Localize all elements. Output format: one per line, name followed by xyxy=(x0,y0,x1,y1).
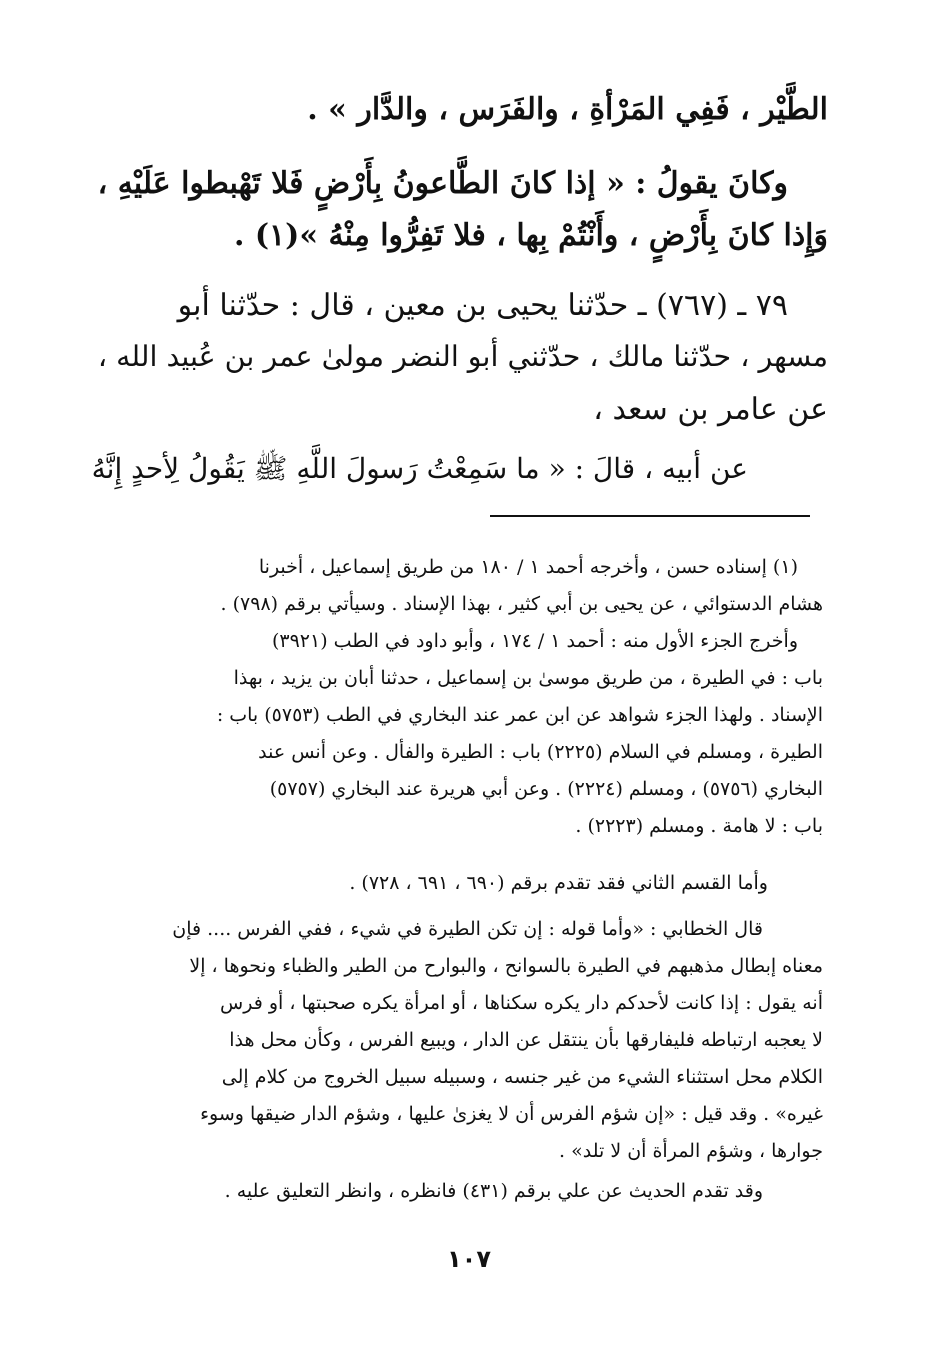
footnote-line-16: جوارها ، وشؤم المرأة أن لا تلد» . xyxy=(559,1140,823,1162)
main-text-line-4: ٧٩ ـ (٧٦٧) ـ حدّثنا يحيى بن معين ، قال : حدّثنا أبو xyxy=(177,288,788,323)
footnote-line-12: أنه يقول : إذا كانت لأحدكم دار يكره سكناها ، أو امرأة يكره صحبتها ، أو فرس xyxy=(220,992,823,1014)
main-text-line-2: وكانَ يقولُ : « إذا كانَ الطَّاعونُ بِأَرْضٍ فَلا تَهْبطوا عَلَيْهِ ، xyxy=(97,166,788,201)
footnote-separator xyxy=(490,515,810,517)
footnote-line-8: باب : لا هامة . ومسلم (٢٢٢٣) . xyxy=(575,815,823,837)
footnote-line-4: باب : في الطيرة ، من طريق موسىٰ بن إسماعيل ، حدثنا أبان بن يزيد ، بهذا xyxy=(233,667,823,689)
page-number: ١٠٧ xyxy=(447,1245,491,1273)
main-text-line-7: عن أبيه ، قالَ : « ما سَمِعْتُ رَسولَ اللَّهِ ﷺ يَقُولُ لِأحدٍ إِنَّهُ xyxy=(91,452,748,485)
footnote-line-11: معناه إبطال مذهبهم في الطيرة بالسوانح ، والبوارح من الطير والظباء ونحوها ، إلا xyxy=(189,955,823,977)
footnote-line-17: وقد تقدم الحديث عن علي برقم (٤٣١) فانظره ، وانظر التعليق عليه . xyxy=(224,1180,763,1202)
footnote-line-14: الكلام محل استثناء الشيء من غير جنسه ، وسبيله سبيل الخروج من كلام إلى xyxy=(221,1066,823,1088)
footnote-line-7: البخاري (٥٧٥٦) ، ومسلم (٢٢٢٤) . وعن أبي هريرة عند البخاري (٥٧٥٧) xyxy=(269,778,823,800)
main-text-line-3: وَإِذا كانَ بِأَرْضٍ ، وأَنْتُمْ بِها ، فلا تَفِرُّوا مِنْهُ »(١) . xyxy=(233,218,828,253)
footnote-line-1: (١) إسناده حسن ، وأخرجه أحمد ١ / ١٨٠ من طريق إسماعيل ، أخبرنا xyxy=(258,556,798,578)
footnote-line-9: وأما القسم الثاني فقد تقدم برقم (٦٩٠ ، ٦٩١ ، ٧٢٨) . xyxy=(349,872,768,894)
footnote-line-10: قال الخطابي : «وأما قوله : إن تكن الطيرة في شيء ، ففي الفرس .... فإن xyxy=(172,918,763,940)
main-text-line-6: عن عامر بن سعد ، xyxy=(593,392,828,427)
footnote-line-3: وأخرج الجزء الأول منه : أحمد ١ / ١٧٤ ، وأبو داود في الطب (٣٩٢١) xyxy=(271,630,798,652)
footnote-line-15: غيره» . وقد قيل : «إن شؤم الفرس أن لا يغزىٰ عليها ، وشؤم الدار ضيقها وسوء xyxy=(200,1103,823,1125)
footnote-line-5: الإسناد . ولهذا الجزء شواهد عن ابن عمر عند البخاري في الطب (٥٧٥٣) باب : xyxy=(216,704,823,726)
main-text-line-1: الطَّيْر ، فَفِي المَرْأةِ ، والفَرَس ، والدَّار » . xyxy=(307,92,828,127)
main-text-line-5: مسهر ، حدّثنا مالك ، حدّثني أبو النضر مولىٰ عمر بن عُبيد الله ، xyxy=(97,340,828,373)
footnote-line-6: الطيرة ، ومسلم في السلام (٢٢٢٥) باب : الطيرة والفأل . وعن أنس عند xyxy=(258,741,823,763)
footnote-line-13: لا يعجبه ارتباطه فليفارقها بأن ينتقل عن الدار ، ويبيع الفرس ، وكأن محل هذا xyxy=(229,1029,823,1051)
footnote-line-2: هشام الدستوائي ، عن يحيى بن أبي كثير ، بهذا الإسناد . وسيأتي برقم (٧٩٨) . xyxy=(220,593,823,615)
